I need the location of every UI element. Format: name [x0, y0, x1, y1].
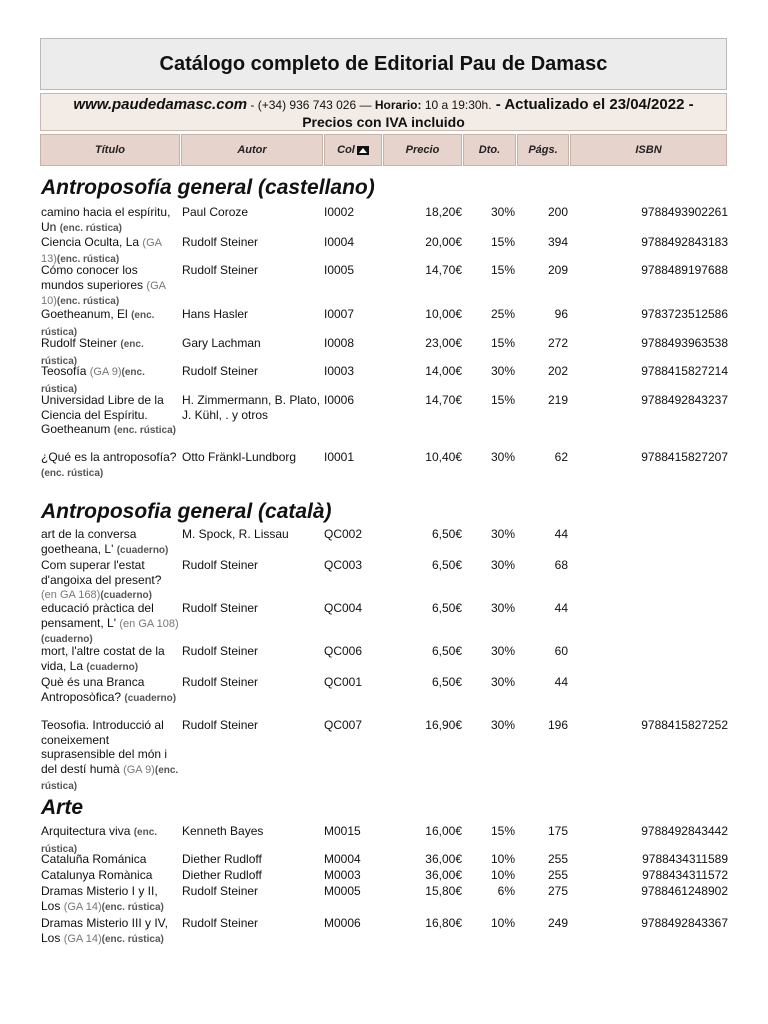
book-ga: (GA 14) [63, 932, 102, 945]
book-title: Rudolf Steiner [41, 336, 118, 350]
book-code: I0001 [324, 450, 355, 464]
book-discount: 30% [490, 450, 515, 464]
book-title-cell [41, 601, 179, 648]
book-price: 6,50€ [431, 527, 462, 541]
col-header-discount-label: Dto. [478, 144, 501, 156]
book-isbn: 9788415827252 [641, 718, 728, 732]
book-discount: 30% [490, 558, 515, 572]
book-discount: 15% [490, 824, 515, 838]
book-pages: 44 [554, 675, 568, 689]
col-header-author-label: Autor [237, 144, 267, 156]
book-binding: (enc. rústica) [101, 901, 164, 913]
book-binding: (cuaderno) [41, 634, 93, 645]
book-binding: (enc. rústica) [59, 222, 122, 234]
book-title: Dramas Misterio III y IV, Los [41, 916, 168, 945]
book-pages: 44 [554, 527, 568, 541]
book-pages: 202 [547, 364, 568, 378]
book-author: Rudolf Steiner [182, 364, 259, 378]
book-ga: (GA 9) [89, 366, 122, 378]
book-title-cell [41, 852, 179, 867]
book-price: 36,00€ [425, 868, 462, 882]
book-discount: 15% [490, 336, 515, 350]
book-pages: 96 [554, 307, 568, 321]
book-code: I0008 [324, 336, 355, 350]
book-title: Catalunya Romànica [41, 868, 153, 882]
book-discount: 15% [490, 235, 515, 249]
info-bar [40, 93, 727, 131]
book-author: Rudolf Steiner [182, 558, 259, 572]
book-price: 6,50€ [431, 601, 462, 615]
book-ga: (GA 14) [63, 900, 102, 913]
book-ga: (GA 13) [41, 237, 162, 265]
book-price: 23,00€ [425, 336, 462, 350]
book-title-cell [41, 205, 179, 236]
book-code: I0003 [324, 364, 355, 378]
book-discount: 30% [490, 601, 515, 615]
book-ga: (GA 9) [123, 763, 155, 776]
section-title: Antroposofía general (castellano) [41, 176, 375, 199]
book-title: Teosofía [41, 364, 87, 378]
book-title: Arquitectura viva [41, 824, 131, 838]
book-title: educació pràctica del pensament, L' [41, 601, 154, 630]
book-pages: 175 [547, 824, 568, 838]
book-price: 10,00€ [425, 307, 462, 321]
book-binding: (enc. rústica) [41, 764, 179, 792]
book-author: Otto Fränkl-Lundborg [182, 450, 297, 464]
book-binding: (enc. rústica) [41, 467, 104, 479]
book-price: 14,00€ [425, 364, 462, 378]
book-title: Cómo conocer los mundos superiores [41, 263, 144, 292]
book-code: M0003 [324, 868, 361, 882]
book-price: 6,50€ [431, 644, 462, 658]
book-author: Hans Hasler [182, 307, 249, 321]
book-title: Ciencia Oculta, La [41, 235, 140, 249]
book-binding: (enc. rústica) [41, 339, 144, 367]
book-binding: (cuaderno) [116, 544, 169, 556]
book-price: 6,50€ [431, 558, 462, 572]
book-title-cell [41, 675, 179, 706]
book-code: I0005 [324, 263, 355, 277]
book-discount: 30% [490, 205, 515, 219]
book-author: Rudolf Steiner [182, 675, 259, 689]
prices-note: Precios con IVA incluido [302, 114, 465, 130]
book-code: QC007 [324, 718, 363, 732]
book-pages: 44 [554, 601, 568, 615]
col-header-pages[interactable] [517, 134, 569, 166]
book-isbn: 9788492843237 [641, 393, 728, 407]
book-isbn: 9788492843183 [641, 235, 728, 249]
book-author: Diether Rudloff [182, 868, 262, 882]
book-isbn: 9788434311572 [642, 868, 728, 882]
book-discount: 6% [497, 884, 515, 898]
book-price: 10,40€ [425, 450, 462, 464]
book-title: mort, l'altre costat de la vida, La [41, 644, 165, 673]
book-discount: 15% [490, 393, 515, 407]
book-pages: 200 [547, 205, 568, 219]
book-discount: 30% [490, 364, 515, 378]
sort-icon[interactable] [357, 146, 369, 155]
book-pages: 275 [547, 884, 568, 898]
book-code: I0004 [324, 235, 355, 249]
book-title: ¿Qué es la antroposofía? [41, 450, 177, 464]
col-header-title-label: Título [95, 144, 125, 156]
book-price: 15,80€ [425, 884, 462, 898]
book-binding: (enc. rústica) [41, 367, 145, 395]
book-isbn: 9788461248902 [641, 884, 728, 898]
book-discount: 10% [490, 852, 515, 866]
book-title: Què és una Branca Antroposòfica? [41, 675, 145, 704]
book-title: Com superar l'estat d'angoixa del present? [41, 558, 162, 587]
book-pages: 62 [554, 450, 568, 464]
book-discount: 30% [490, 718, 515, 732]
book-price: 20,00€ [425, 235, 462, 249]
col-header-author[interactable] [181, 134, 323, 166]
book-title-cell [41, 718, 179, 795]
hours: 10 a 19:30h. [421, 98, 492, 112]
book-isbn: 9788489197688 [641, 263, 728, 277]
book-price: 14,70€ [425, 393, 462, 407]
book-pages: 196 [547, 718, 568, 732]
col-header-code-label: Col [337, 144, 355, 156]
book-author: Rudolf Steiner [182, 235, 259, 249]
book-author: Rudolf Steiner [182, 916, 259, 930]
book-binding: (cuaderno) [86, 661, 139, 673]
book-title-cell [41, 527, 179, 558]
book-isbn: 9788492843367 [641, 916, 728, 930]
book-code: M0015 [324, 824, 361, 838]
book-pages: 60 [554, 644, 568, 658]
book-discount: 15% [490, 263, 515, 277]
book-price: 36,00€ [425, 852, 462, 866]
book-discount: 30% [490, 675, 515, 689]
website-link[interactable]: www.paudedamasc.com [73, 96, 248, 113]
book-author: Rudolf Steiner [182, 263, 259, 277]
book-price: 16,00€ [425, 824, 462, 838]
hours-label: Horario: [374, 98, 422, 112]
col-header-title[interactable] [40, 134, 180, 166]
book-code: QC002 [324, 527, 363, 541]
book-title: Teosofia. Introducció al coneixement suprasensible del món i del destí humà [41, 718, 168, 776]
book-binding: (enc. rústica) [56, 296, 120, 307]
book-isbn: 9788493902261 [641, 205, 728, 219]
book-title: Cataluña Románica [41, 852, 147, 866]
book-price: 16,80€ [425, 916, 462, 930]
book-price: 14,70€ [425, 263, 462, 277]
book-isbn: 9788434311589 [642, 852, 728, 866]
book-author: Gary Lachman [182, 336, 261, 350]
book-binding: (cuaderno) [124, 692, 177, 704]
section-title: Arte [41, 796, 84, 819]
book-pages: 394 [547, 235, 568, 249]
book-code: M0004 [324, 852, 361, 866]
book-ga: (en GA 168) [41, 589, 101, 601]
book-author: Diether Rudloff [182, 852, 262, 866]
book-title: Goetheanum, El [41, 307, 128, 321]
book-discount: 30% [490, 527, 515, 541]
book-code: QC003 [324, 558, 363, 572]
book-title: art de la conversa goetheana, L' [41, 527, 137, 556]
col-header-discount[interactable] [463, 134, 516, 166]
book-discount: 10% [490, 916, 515, 930]
book-code: QC006 [324, 644, 363, 658]
col-header-pages-label: Págs. [528, 144, 558, 156]
book-code: I0007 [324, 307, 355, 321]
col-header-isbn-label: ISBN [635, 144, 662, 156]
book-author: Rudolf Steiner [182, 601, 259, 615]
book-pages: 255 [547, 868, 568, 882]
book-binding: (cuaderno) [100, 590, 152, 601]
book-author: Rudolf Steiner [182, 718, 259, 732]
book-binding: (enc. rústica) [41, 310, 155, 338]
book-price: 16,90€ [425, 718, 462, 732]
book-isbn: 9788415827207 [641, 450, 728, 464]
book-title-cell [41, 916, 179, 947]
book-pages: 209 [547, 263, 568, 277]
book-pages: 219 [547, 393, 568, 407]
book-isbn: 9788492843442 [641, 824, 728, 838]
book-author: Rudolf Steiner [182, 884, 259, 898]
book-code: QC004 [324, 601, 363, 615]
book-author: H. Zimmermann, B. Plato, J. Kühl, . y otros [182, 393, 321, 422]
book-binding: (enc. rústica) [101, 933, 164, 945]
book-binding: (enc. rústica) [41, 827, 158, 855]
book-title-cell [41, 263, 179, 310]
book-title-cell [41, 644, 179, 675]
book-price: 18,20€ [425, 205, 462, 219]
book-pages: 249 [547, 916, 568, 930]
book-price: 6,50€ [431, 675, 462, 689]
book-author: Paul Coroze [182, 205, 249, 219]
col-header-price-label: Precio [405, 144, 440, 156]
book-binding: (enc. rústica) [113, 425, 176, 436]
book-title-cell [41, 868, 179, 883]
book-title-cell [41, 450, 179, 481]
book-title-cell [41, 884, 179, 915]
book-discount: 30% [490, 644, 515, 658]
book-binding: (enc. rústica) [56, 253, 120, 265]
book-title-cell [41, 558, 179, 604]
book-author: M. Spock, R. Lissau [182, 527, 289, 541]
book-title: camino hacia el espíritu, Un [41, 205, 171, 234]
book-isbn: 9783723512586 [641, 307, 728, 321]
book-ga: (en GA 108) [119, 617, 179, 630]
book-title: Dramas Misterio I y II, Los [41, 884, 158, 913]
col-header-code[interactable] [324, 134, 382, 166]
section-title: Antroposofia general (català) [41, 500, 332, 523]
book-pages: 272 [547, 336, 568, 350]
phone: - (+34) 936 743 026 — [247, 98, 375, 112]
book-author: Rudolf Steiner [182, 644, 259, 658]
book-ga: (GA 10) [41, 279, 166, 307]
book-discount: 10% [490, 868, 515, 882]
updated-date: - Actualizado el 23/04/2022 - [491, 96, 694, 113]
col-header-price[interactable] [383, 134, 462, 166]
book-pages: 68 [554, 558, 568, 572]
book-isbn: 9788493963538 [641, 336, 728, 350]
book-author: Kenneth Bayes [182, 824, 264, 838]
book-code: M0006 [324, 916, 361, 930]
book-code: QC001 [324, 675, 363, 689]
page-title: Catálogo completo de Editorial Pau de Damasc [40, 38, 727, 90]
book-code: I0002 [324, 205, 355, 219]
book-code: I0006 [324, 393, 355, 407]
book-title-cell [41, 393, 179, 439]
col-header-isbn[interactable] [570, 134, 727, 166]
book-pages: 255 [547, 852, 568, 866]
book-discount: 25% [490, 307, 515, 321]
book-isbn: 9788415827214 [641, 364, 728, 378]
book-title: Universidad Libre de la Ciencia del Espíritu. Goetheanum [41, 393, 164, 436]
book-code: M0005 [324, 884, 361, 898]
